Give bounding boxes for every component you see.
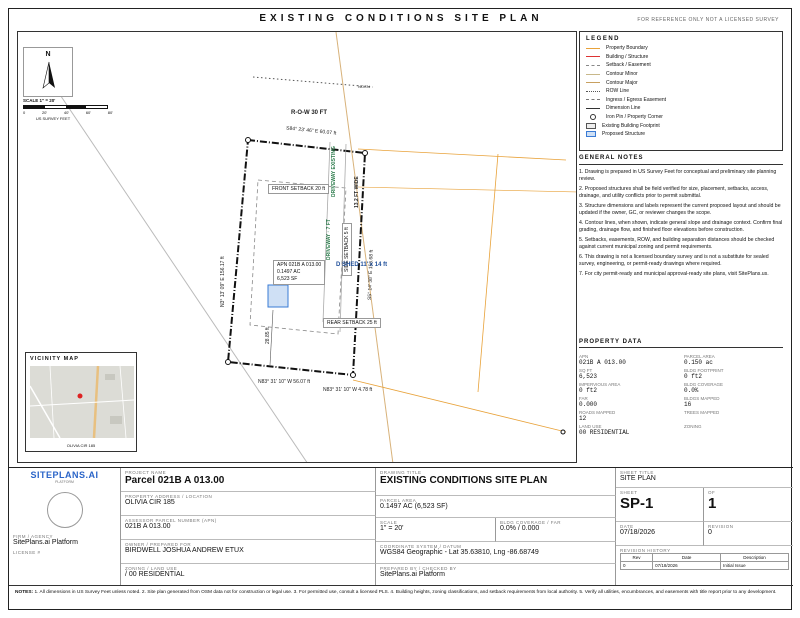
legend — [579, 31, 783, 151]
legend-swatch — [586, 82, 600, 83]
legend-label: Proposed Structure — [602, 131, 646, 138]
property-key: IMPERVIOUS AREA — [579, 382, 621, 387]
of-value: 1 — [708, 495, 717, 512]
site-plan-map — [17, 31, 577, 463]
legend-label: Contour Major — [606, 79, 638, 86]
corner-pin-ne — [363, 151, 368, 156]
sheet-title-cell — [616, 468, 793, 488]
drawing-title-key: DRAWING TITLE — [380, 470, 422, 475]
legend-swatch — [586, 65, 600, 66]
firm-cell — [9, 468, 121, 586]
legend-item — [586, 121, 776, 130]
drawing-sheet — [8, 8, 792, 610]
property-data-grid — [579, 352, 783, 436]
sheet-title: EXISTING CONDITIONS SITE PLAN — [259, 13, 543, 24]
apn-key: ASSESSOR PARCEL NUMBER (APN) — [125, 518, 217, 523]
coordinate-value: WGS84 Geographic - Lat 35.63810, Lng -86.68749 — [380, 549, 539, 556]
revision-cell — [704, 522, 793, 546]
firm-value: SitePlans.ai Platform — [13, 539, 78, 546]
parcel-apn: APN 021B A 013.00 — [277, 262, 322, 268]
address-cell — [121, 492, 376, 516]
legend-item — [586, 44, 776, 53]
legend-item — [586, 113, 776, 122]
general-note: 6. This drawing is not a licensed boundary survey and is not a substitute for sealed survey, engineering, or permit-ready drawings where required. — [579, 254, 769, 267]
corner-pin-nw — [246, 138, 251, 143]
zoning-value: / 00 RESIDENTIAL — [125, 571, 185, 578]
property-key: FAR — [579, 396, 588, 401]
legend-swatch — [586, 74, 600, 75]
property-value: 0 ft2 — [579, 387, 598, 394]
property-key: BLDG FOOTPRINT — [684, 368, 724, 373]
table-row — [621, 562, 789, 570]
sheet-of-cell — [704, 488, 793, 522]
legend-label: Existing Building Footprint — [602, 122, 660, 129]
vicinity-map — [25, 352, 137, 452]
property-key: BLDGS MAPPED — [684, 396, 720, 401]
rev-header: Rev — [621, 554, 653, 562]
adjacent-boundary-4 — [358, 187, 577, 192]
owner-value: BIRDWELL JOSHUA ANDREW ETUX — [125, 547, 244, 554]
north-arrow — [23, 47, 73, 97]
footer-label: NOTES: — [15, 590, 34, 595]
revision-history — [616, 546, 793, 586]
vicinity-map-graphic — [30, 366, 134, 438]
apn-value: 021B A 013.00 — [125, 523, 171, 530]
prepared-cell — [376, 564, 616, 586]
project-cell — [121, 468, 376, 492]
property-value: 0.0% — [684, 387, 699, 394]
legend-item — [586, 53, 776, 62]
width-label: 13.2 FT WIDE — [354, 176, 360, 208]
parcel-area-cell — [376, 496, 616, 518]
coordinate-cell — [376, 542, 616, 564]
scale-tick: 0 — [23, 110, 26, 115]
rev-header: Date — [653, 554, 721, 562]
property-field — [579, 352, 678, 366]
vicinity-title: VICINITY MAP — [30, 356, 79, 362]
coverage-value: 0.0% / 0.000 — [500, 525, 540, 532]
general-notes — [579, 155, 783, 281]
legend-item — [586, 96, 776, 105]
north-letter: N — [45, 51, 51, 58]
property-key: PARCEL AREA — [684, 354, 715, 359]
property-field — [579, 422, 678, 436]
general-note: 1. Drawing is prepared in US Survey Feet for conceptual and preliminary site planning review. — [579, 169, 777, 182]
bottom-bearing-2: N83° 31' 10" W 4.78 ft — [323, 387, 373, 393]
corner-pin-sw — [226, 360, 231, 365]
property-value: 00 RESIDENTIAL — [579, 429, 630, 436]
property-data — [579, 339, 783, 436]
date-value: 07/18/2026 — [620, 529, 656, 536]
legend-label: Building / Structure — [606, 53, 649, 60]
location-marker-icon — [78, 394, 83, 399]
footer-notes — [9, 585, 793, 611]
seal-placeholder — [47, 492, 83, 528]
address-key: PROPERTY ADDRESS / LOCATION — [125, 494, 213, 499]
logo: SITEPLANS.AI — [30, 470, 99, 480]
rev-header: Description — [721, 554, 789, 562]
coverage-cell — [496, 518, 616, 542]
general-note: 2. Proposed structures shall be field verified for size, placement, setbacks, access, drainage, and utility conflicts prior to permit submittal. — [579, 186, 769, 199]
property-field — [579, 408, 678, 422]
scale-tick: 80' — [107, 110, 113, 115]
general-notes-title: GENERAL NOTES — [579, 155, 783, 165]
zoning-key: ZONING / LAND USE — [125, 566, 178, 571]
legend-swatch — [586, 91, 600, 92]
logo-sub: PLATFORM — [55, 480, 74, 484]
legend-label: Contour Minor — [606, 71, 638, 78]
general-note: 7. For city permit-ready and municipal approval-ready site plans, visit SitePlans.us. — [579, 271, 769, 277]
property-key: TREES MAPPED — [684, 410, 720, 415]
legend-label: Ingress / Egress Easement — [606, 96, 667, 103]
right-bearing-label: S5° 14' 38" E 156.68 ft — [367, 249, 375, 301]
firm-key: FIRM / AGENCY — [13, 534, 54, 539]
coordinate-key: COORDINATE SYSTEM / DATUM — [380, 544, 462, 549]
sheet-title-value: SITE PLAN — [620, 475, 656, 482]
proposed-structure — [268, 285, 288, 307]
date-cell — [616, 522, 704, 546]
property-data-title: PROPERTY DATA — [579, 339, 783, 348]
license-key: LICENSE # — [13, 550, 41, 555]
rear-setback-label: REAR SETBACK 25 ft — [323, 318, 381, 328]
parcel-acres: 0.1497 AC — [277, 269, 301, 275]
scale-label: SCALE 1" = 20' — [23, 98, 56, 103]
property-field — [579, 366, 678, 380]
legend-items — [586, 44, 776, 139]
property-value: 0.000 — [579, 401, 598, 408]
property-key: APN — [579, 354, 589, 359]
corner-pin-se — [351, 373, 356, 378]
property-value: 6,523 — [579, 373, 598, 380]
prepared-value: SitePlans.ai Platform — [380, 571, 445, 578]
property-key: SQ FT — [579, 368, 593, 373]
scale-units: US SURVEY FEET — [35, 116, 71, 121]
rev-cell: 07/18/2026 — [653, 562, 721, 570]
legend-label: Dimension Line — [606, 105, 641, 112]
legend-swatch — [586, 131, 596, 137]
vicinity-map-image — [30, 366, 134, 438]
scale-value: 1" = 20' — [380, 525, 404, 532]
date-key: DATE — [620, 524, 634, 529]
legend-item — [586, 70, 776, 79]
sheet-number-cell — [616, 488, 704, 522]
corner-pin-far — [561, 430, 565, 434]
property-value: 021B A 013.00 — [579, 359, 626, 366]
general-note: 5. Setbacks, easements, ROW, and building separation distances should be checked against current municipal zoning and permit requirements. — [579, 237, 775, 250]
title-block — [9, 467, 793, 585]
property-value: 0.150 ac — [684, 359, 713, 366]
scale-bar — [23, 98, 113, 128]
address-value: OLIVIA CIR 185 — [125, 499, 175, 506]
scale-cell — [376, 518, 496, 542]
legend-item — [586, 130, 776, 139]
apn-cell — [121, 516, 376, 540]
disclaimer: FOR REFERENCE ONLY NOT A LICENSED SURVEY — [637, 17, 779, 23]
rev-cell: 0 — [621, 562, 653, 570]
legend-swatch — [586, 123, 596, 129]
revision-value: 0 — [708, 529, 712, 536]
dimension-label: 28.85 ft — [265, 327, 271, 344]
north-arrow-icon — [24, 48, 74, 98]
road-small-label: NOCN — [358, 84, 370, 89]
parcel-sqft: 6,523 SF — [277, 276, 298, 282]
legend-item — [586, 78, 776, 87]
property-field — [579, 394, 678, 408]
legend-swatch — [586, 48, 600, 49]
top-bearing-label: S84° 23' 46" E 60.07 ft — [285, 125, 337, 137]
owner-key: OWNER / PREPARED FOR — [125, 542, 192, 547]
adjacent-boundary-1 — [358, 149, 566, 160]
shed-label: D SHED 11' x 14 ft — [336, 262, 388, 268]
property-field — [684, 380, 783, 394]
property-value: 16 — [684, 401, 692, 408]
bottom-bearing-1: N83° 31' 10" W 56.07 ft — [258, 379, 310, 385]
zoning-cell — [121, 564, 376, 586]
owner-cell — [121, 540, 376, 564]
legend-swatch — [586, 99, 600, 100]
property-field — [684, 408, 783, 422]
parcel-area-value: 0.1497 AC (6,523 SF) — [380, 503, 448, 510]
vicinity-caption: OLIVIA CIR 185 — [66, 443, 96, 448]
scale-tick: 20' — [41, 110, 48, 115]
parcel-info-box — [273, 260, 325, 285]
property-key: ZONING — [684, 424, 702, 429]
project-value: Parcel 021B A 013.00 — [125, 475, 225, 486]
scale-bar-graphic — [23, 105, 108, 109]
legend-label: Iron Pin / Property Corner — [606, 114, 663, 121]
scale-ticks — [23, 110, 113, 115]
driveway-label: DRIVEWAY · 7 FT — [326, 219, 332, 260]
property-key: ROADS MAPPED — [579, 410, 616, 415]
legend-title: LEGEND — [586, 36, 621, 42]
row-line — [253, 77, 373, 87]
footer-text: 1. All dimensions in US Survey Feet unless noted. 2. Site plan generated from OSM data not for construction or legal use. 3. For permitted use, consult a licensed PLS. 4. Building heights, zoning classifications, and setback requirements from local authority. 5. Verify all utilities, encumbrances, and easements with title report prior to any development. — [34, 590, 777, 595]
legend-swatch — [590, 114, 596, 120]
legend-item — [586, 61, 776, 70]
legend-label: ROW Line — [606, 88, 630, 95]
revision-history-key: REVISION HISTORY — [620, 548, 671, 553]
prepared-key: PREPARED BY / CHECKED BY — [380, 566, 457, 571]
coverage-key: BLDG COVERAGE / FAR — [500, 520, 562, 525]
scale-tick: 40' — [63, 110, 70, 115]
scale-tick: 60' — [85, 110, 92, 115]
parcel-area-key: PARCEL AREA — [380, 498, 417, 503]
property-field — [579, 380, 678, 394]
row-label: R-O-W 30 FT — [291, 110, 327, 116]
legend-swatch — [586, 108, 600, 109]
front-setback-label: FRONT SETBACK 20 ft — [268, 184, 329, 194]
sheet-key: SHEET — [620, 490, 638, 495]
property-key: BLDG COVERAGE — [684, 382, 724, 387]
property-key: LAND USE — [579, 424, 602, 429]
legend-swatch — [586, 56, 600, 57]
sheet-value: SP-1 — [620, 495, 654, 512]
of-key: OF — [708, 490, 716, 495]
rev-cell: Initial Issue — [721, 562, 789, 570]
drawing-title-value: EXISTING CONDITIONS SITE PLAN — [380, 475, 548, 486]
sheet-title-key: SHEET TITLE — [620, 470, 654, 475]
scale-key: SCALE — [380, 520, 398, 525]
legend-label: Property Boundary — [606, 45, 648, 52]
driveway-existing-label: DRIVEWAY EXISTING — [331, 146, 337, 197]
property-field — [684, 394, 783, 408]
drawing-title-cell — [376, 468, 616, 496]
left-bearing-label: N3° 13' 09" E 156.17 ft — [220, 256, 226, 307]
revision-table — [620, 553, 789, 570]
property-value: 12 — [579, 415, 587, 422]
property-field — [684, 422, 783, 436]
revision-key: REVISION — [708, 524, 734, 529]
general-note: 3. Structure dimensions and labels represent the current proposed layout and should be updated if the owner, GC, or reviewer changes the scope. — [579, 203, 781, 216]
legend-item — [586, 104, 776, 113]
side-setback-label: SIDE SETBACK 5 ft — [342, 223, 352, 276]
project-key: PROJECT NAME — [125, 470, 167, 475]
property-field — [684, 366, 783, 380]
general-note: 4. Contour lines, when shown, indicate general slope and drainage context. Confirm final grading, drainage flow, and finished floor elevations before construction. — [579, 220, 783, 233]
legend-label: Setback / Easement — [606, 62, 651, 69]
legend-item — [586, 87, 776, 96]
property-field — [684, 352, 783, 366]
property-value: 0 ft2 — [684, 373, 703, 380]
